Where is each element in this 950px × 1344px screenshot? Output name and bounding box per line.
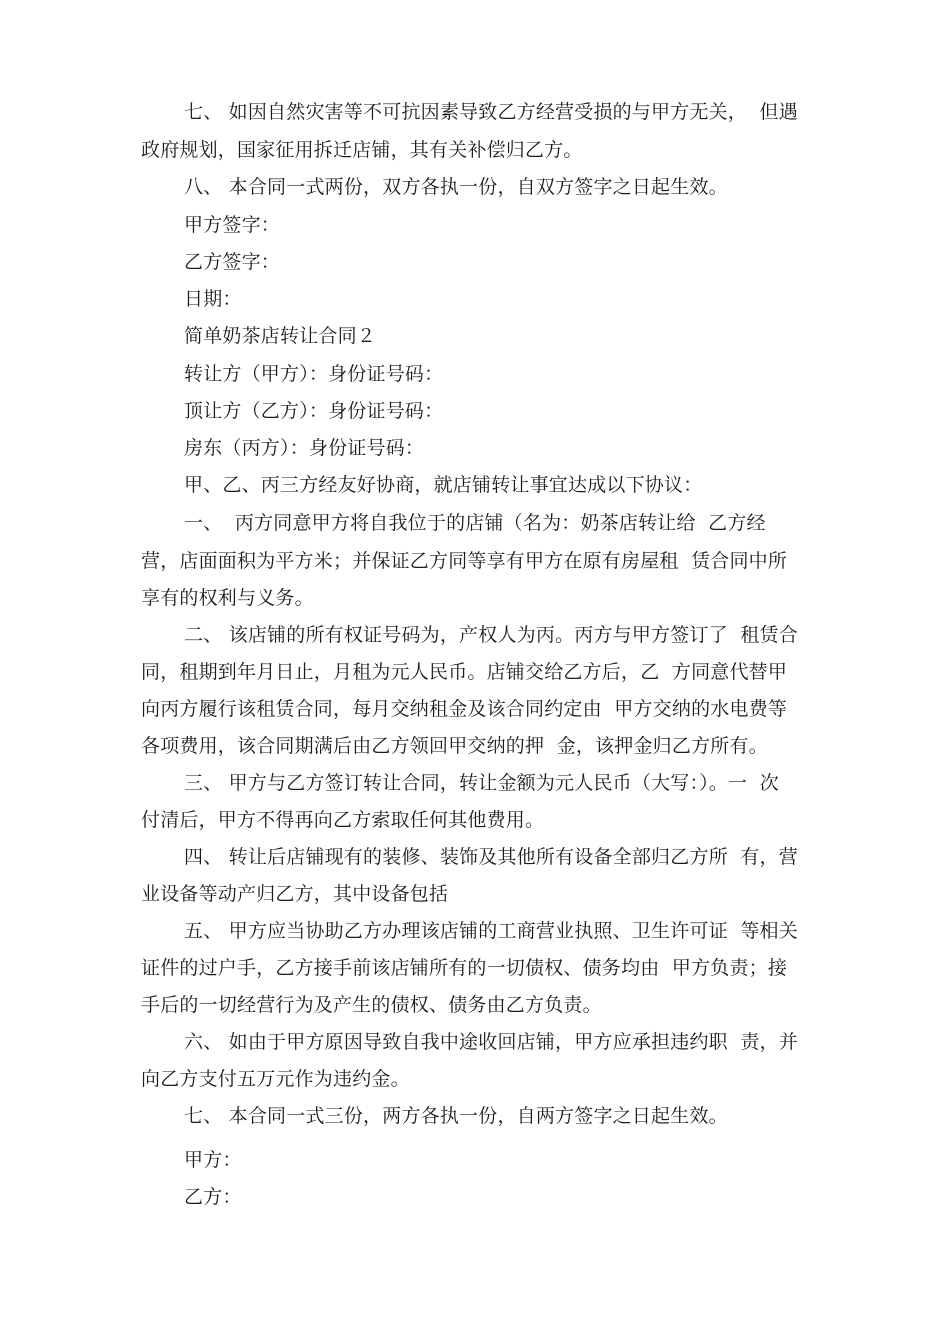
article-1-line-2: 营，店面面积为平方米；并保证乙方同等享有甲方在原有房屋租 赁合同中所: [141, 550, 788, 572]
article-5-line-2: 证件的过户手，乙方接手前该店铺所有的一切债权、债务均由 甲方负责；接: [141, 957, 788, 979]
clause-7-line-1: 七、 如因自然灾害等不可抗因素导致乙方经营受损的与甲方无关， 但遇: [184, 101, 798, 123]
article-4-line-1: 四、 转让后店铺现有的装修、装饰及其他所有设备全部归乙方所 有，营: [184, 846, 798, 868]
article-2-line-3: 向丙方履行该租赁合同，每月交纳租金及该合同约定由 甲方交纳的水电费等: [141, 698, 788, 720]
article-7: 七、 本合同一式三份，两方各执一份，自两方签字之日起生效。: [184, 1105, 728, 1127]
article-2-line-1: 二、 该店铺的所有权证号码为，产权人为丙。丙方与甲方签订了 租赁合: [184, 624, 798, 646]
clause-8: 八、 本合同一式两份，双方各执一份，自双方签字之日起生效。: [184, 176, 728, 198]
article-3-line-1: 三、 甲方与乙方签订转让合同，转让金额为元人民币（大写：）。一 次: [184, 772, 779, 794]
transferor-line: 转让方（甲方）：身份证号码：: [184, 363, 444, 385]
article-1-line-3: 享有的权利与义务。: [141, 587, 314, 609]
agreement-intro: 甲、乙、丙三方经友好协商，就店铺转让事宜达成以下协议：: [184, 474, 703, 496]
party-b-signature-label: 乙方签字：: [184, 251, 281, 273]
article-5-line-1: 五、 甲方应当协助乙方办理该店铺的工商营业执照、卫生许可证 等相关: [184, 920, 798, 942]
party-b-label: 乙方：: [184, 1186, 242, 1208]
clause-7-line-2: 政府规划，国家征用拆迁店铺，其有关补偿归乙方。: [141, 139, 583, 161]
article-2-line-4: 各项费用，该合同期满后由乙方领回甲交纳的押 金，该押金归乙方所有。: [141, 735, 768, 757]
article-1-line-1: 一、 丙方同意甲方将自我位于的店铺（名为：奶茶店转让给 乙方经: [184, 512, 766, 534]
article-2-line-2: 同，租期到年月日止，月租为元人民币。店铺交给乙方后，乙 方同意代替甲: [141, 661, 788, 683]
article-4-line-2: 业设备等动产归乙方，其中设备包括: [141, 883, 449, 905]
section-title: 简单奶茶店转让合同２: [184, 325, 377, 347]
article-5-line-3: 手后的一切经营行为及产生的债权、债务由乙方负责。: [141, 994, 602, 1016]
article-6-line-2: 向乙方支付五万元作为违约金。: [141, 1068, 410, 1090]
article-6-line-1: 六、 如由于甲方原因导致自我中途收回店铺，甲方应承担违约职 责，并: [184, 1031, 798, 1053]
date-label: 日期：: [184, 288, 242, 310]
article-3-line-2: 付清后，甲方不得再向乙方索取任何其他费用。: [141, 809, 545, 831]
party-a-signature-label: 甲方签字：: [184, 214, 281, 236]
transferee-line: 顶让方（乙方）：身份证号码：: [184, 400, 444, 422]
party-a-label: 甲方：: [184, 1149, 242, 1171]
landlord-line: 房东（丙方）：身份证号码：: [184, 437, 425, 459]
